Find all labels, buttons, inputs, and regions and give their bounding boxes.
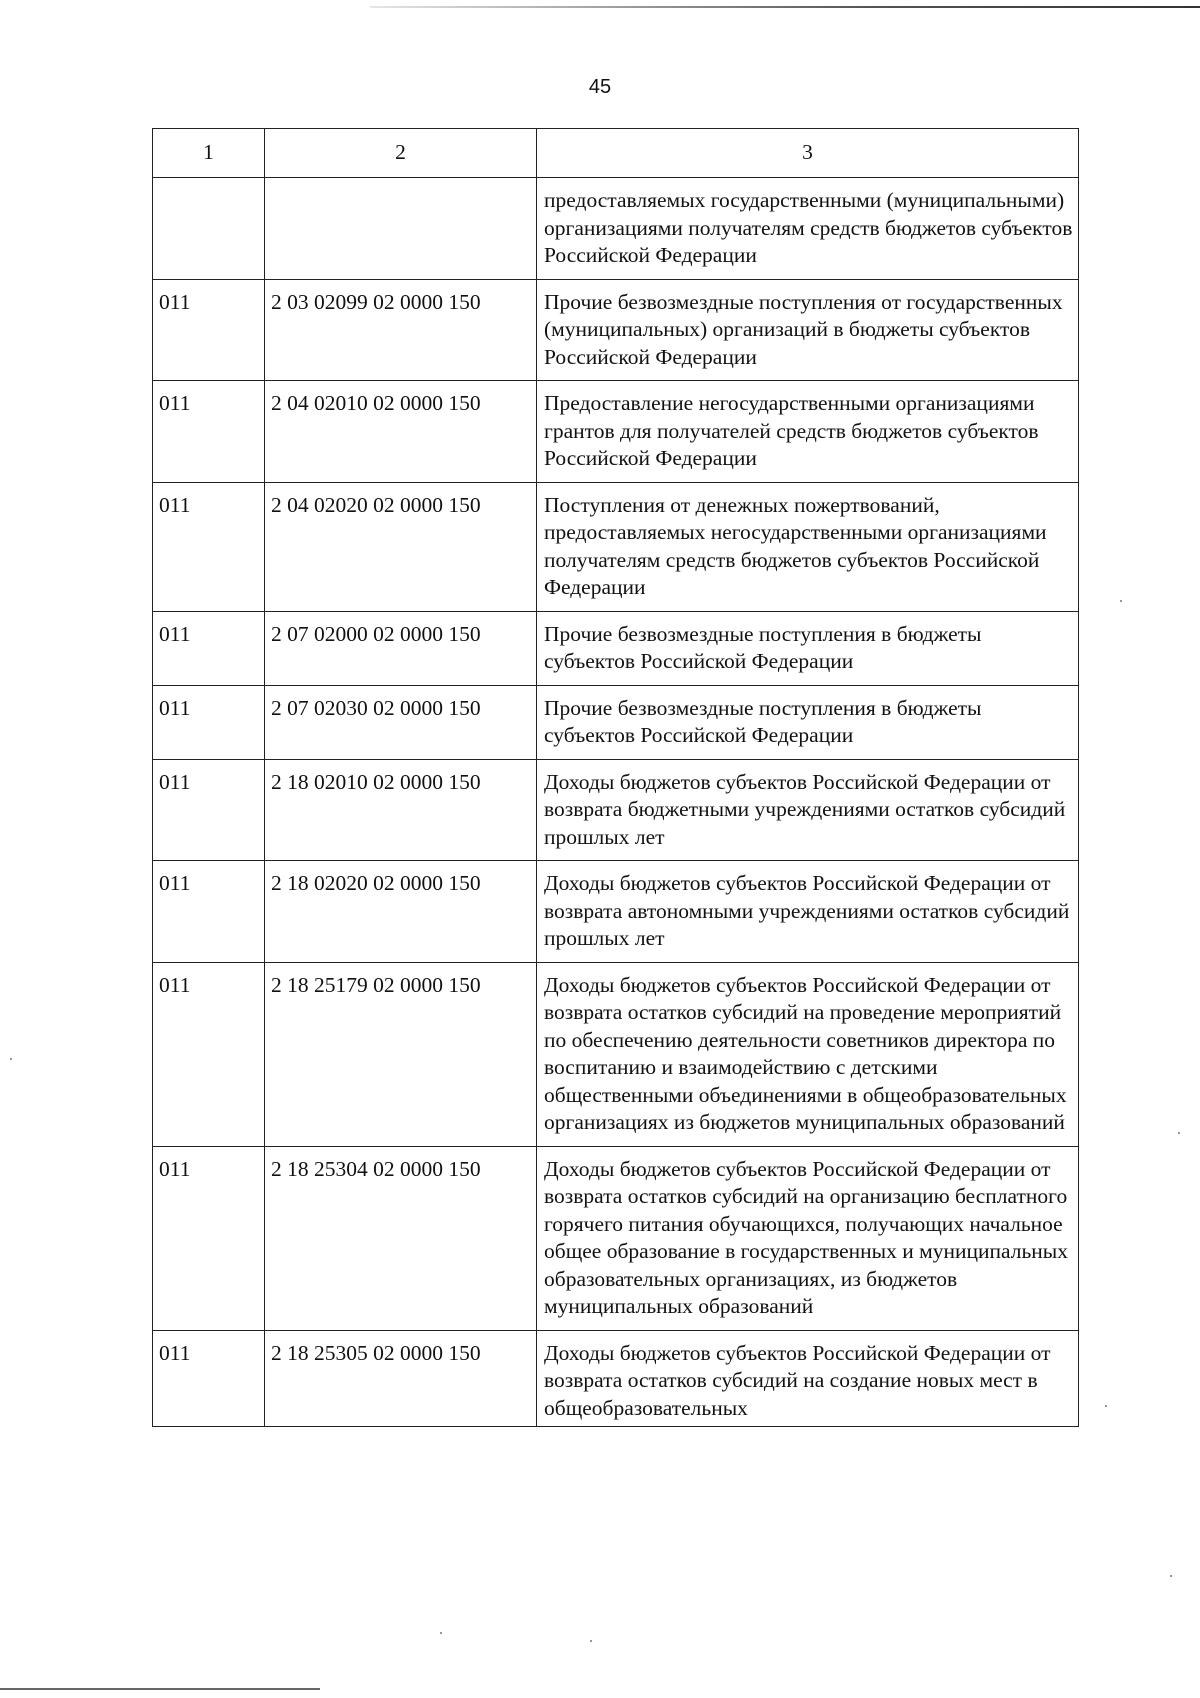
revenue-code-cell: 2 18 25179 02 0000 150 xyxy=(265,962,537,1146)
description-cell: Прочие безвозмездные поступления в бюджеты субъектов Российской Федерации xyxy=(537,611,1079,685)
admin-code-cell: 011 xyxy=(153,962,265,1146)
table-row xyxy=(153,861,1079,963)
table-row xyxy=(153,279,1079,381)
scan-speck xyxy=(440,1632,442,1634)
admin-code-cell: 011 xyxy=(153,759,265,861)
revenue-code-cell: 2 07 02030 02 0000 150 xyxy=(265,685,537,759)
table-row xyxy=(153,1146,1079,1330)
table-row xyxy=(153,381,1079,483)
header-col-1: 1 xyxy=(153,129,265,178)
admin-code-cell: 011 xyxy=(153,685,265,759)
table-row xyxy=(153,759,1079,861)
table-row xyxy=(153,1330,1079,1427)
admin-code-cell: 011 xyxy=(153,279,265,381)
revenue-code-cell: 2 18 25304 02 0000 150 xyxy=(265,1146,537,1330)
description-cell: Поступления от денежных пожертвований, предоставляемых негосударственными организациями получателям средств бюджетов субъектов Российской Федерации xyxy=(537,482,1079,611)
description-cell: Доходы бюджетов субъектов Российской Федерации от возврата бюджетными учреждениями остатков субсидий прошлых лет xyxy=(537,759,1079,861)
description-cell: предоставляемых государственными (муниципальными) организациями получателям средств бюджетов субъектов Российской Федерации xyxy=(537,178,1079,280)
revenue-code-cell: 2 18 02010 02 0000 150 xyxy=(265,759,537,861)
scan-speck xyxy=(1178,1132,1180,1134)
admin-code-cell: 011 xyxy=(153,1330,265,1427)
scan-edge-line-top xyxy=(370,6,1200,8)
scan-speck xyxy=(1170,1575,1172,1577)
revenue-code-cell: 2 18 25305 02 0000 150 xyxy=(265,1330,537,1427)
scan-speck xyxy=(1105,1405,1107,1407)
description-cell: Прочие безвозмездные поступления в бюджеты субъектов Российской Федерации xyxy=(537,685,1079,759)
header-col-2: 2 xyxy=(265,129,537,178)
table-header-row xyxy=(153,129,1079,178)
description-cell: Доходы бюджетов субъектов Российской Федерации от возврата автономными учреждениями остатков субсидий прошлых лет xyxy=(537,861,1079,963)
admin-code-cell: 011 xyxy=(153,861,265,963)
scan-speck xyxy=(1120,600,1122,602)
admin-code-cell: 011 xyxy=(153,381,265,483)
scan-speck xyxy=(590,1640,592,1642)
revenue-code-cell: 2 03 02099 02 0000 150 xyxy=(265,279,537,381)
table-row xyxy=(153,178,1079,280)
table-row xyxy=(153,611,1079,685)
page-number: 45 xyxy=(588,76,612,98)
revenue-code-cell: 2 18 02020 02 0000 150 xyxy=(265,861,537,963)
description-cell: Доходы бюджетов субъектов Российской Федерации от возврата остатков субсидий на организацию бесплатного горячего питания обучающихся, получающих начальное общее образование в государственных и муниципальных образовательных организациях, из бюджетов муниципальных образований xyxy=(537,1146,1079,1330)
revenue-code-cell xyxy=(265,178,537,280)
description-cell: Предоставление негосударственными организациями грантов для получателей средств бюджетов субъектов Российской Федерации xyxy=(537,381,1079,483)
admin-code-cell: 011 xyxy=(153,1146,265,1330)
revenue-code-cell: 2 04 02010 02 0000 150 xyxy=(265,381,537,483)
admin-code-cell: 011 xyxy=(153,482,265,611)
revenue-codes-table xyxy=(152,128,1079,1427)
header-col-3: 3 xyxy=(537,129,1079,178)
admin-code-cell: 011 xyxy=(153,611,265,685)
revenue-code-cell: 2 07 02000 02 0000 150 xyxy=(265,611,537,685)
scan-edge-line-bottom xyxy=(0,1688,320,1690)
revenue-code-cell: 2 04 02020 02 0000 150 xyxy=(265,482,537,611)
admin-code-cell xyxy=(153,178,265,280)
description-cell: Доходы бюджетов субъектов Российской Федерации от возврата остатков субсидий на создание новых мест в общеобразовательных xyxy=(537,1330,1079,1427)
table-row xyxy=(153,962,1079,1146)
scan-speck xyxy=(10,1058,12,1060)
table-row xyxy=(153,482,1079,611)
table-row xyxy=(153,685,1079,759)
description-cell: Прочие безвозмездные поступления от государственных (муниципальных) организаций в бюджеты субъектов Российской Федерации xyxy=(537,279,1079,381)
description-cell: Доходы бюджетов субъектов Российской Федерации от возврата остатков субсидий на проведение мероприятий по обеспечению деятельности советников директора по воспитанию и взаимодействию с детскими общественными объединениями в общеобразовательных организациях из бюджетов муниципальных образований xyxy=(537,962,1079,1146)
